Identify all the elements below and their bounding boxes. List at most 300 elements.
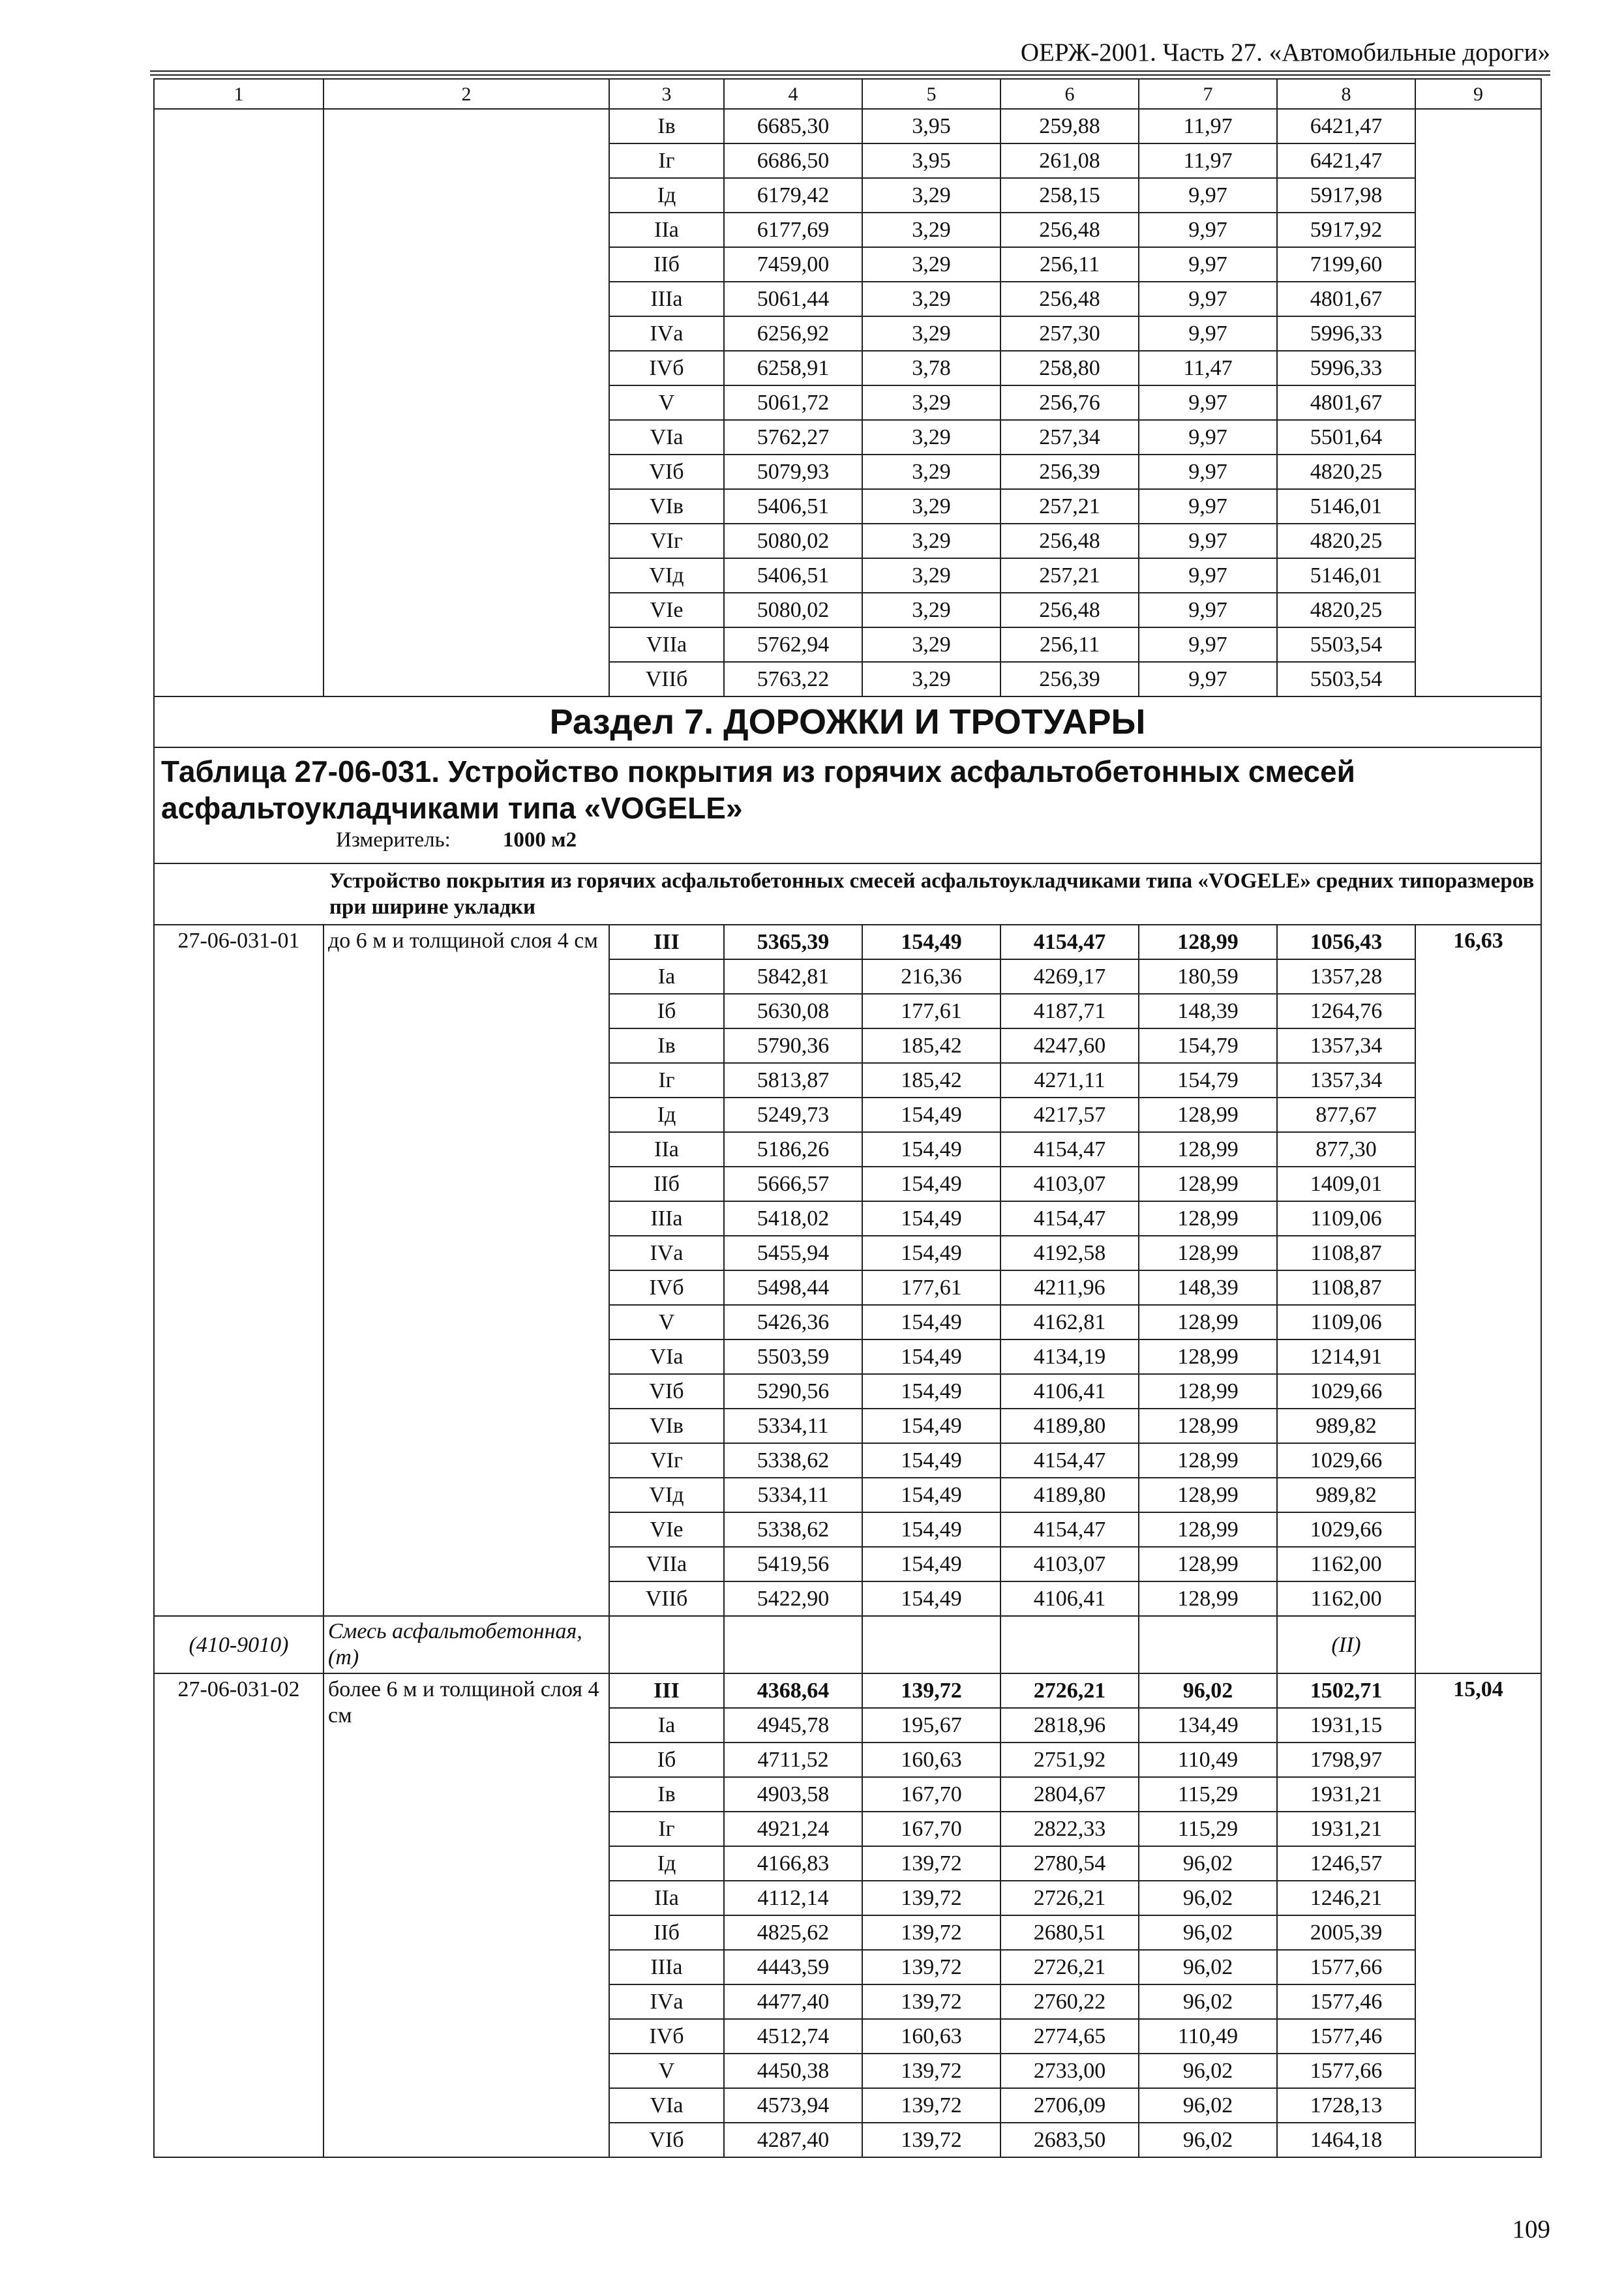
value-col8: 1029,66 — [1277, 1374, 1415, 1409]
value-col5: 154,49 — [862, 1443, 1000, 1478]
value-col7: 9,97 — [1139, 627, 1277, 662]
value-col4: 5762,27 — [724, 420, 862, 455]
zone-cell: VIа — [609, 2088, 724, 2123]
zone-cell: Iб — [609, 1743, 724, 1777]
value-col8: 6421,47 — [1277, 109, 1415, 143]
rates-table — [153, 78, 1542, 2158]
value-col7: 128,99 — [1139, 1478, 1277, 1512]
value-col5: 139,72 — [862, 1984, 1000, 2019]
header-rule-top — [150, 70, 1550, 72]
table-title: Таблица 27-06-031. Устройство покрытия из горячих асфальтобетонных смесей асфальтоукладчиками типа «VOGELE» — [161, 755, 1355, 825]
value-col8: 4801,67 — [1277, 385, 1415, 420]
value-col8: 1162,00 — [1277, 1547, 1415, 1581]
value-col7: 128,99 — [1139, 1132, 1277, 1167]
zone-cell: IIб — [609, 247, 724, 282]
zone-cell: Iг — [609, 143, 724, 178]
entry-description: до 6 м и толщиной слоя 4 см — [323, 925, 609, 1616]
value-col8: 1357,34 — [1277, 1063, 1415, 1098]
value-col4: 5406,51 — [724, 489, 862, 524]
value-col7: 128,99 — [1139, 1443, 1277, 1478]
value-col8: 5146,01 — [1277, 558, 1415, 593]
value-col5: 154,49 — [862, 1547, 1000, 1581]
value-col5: 160,63 — [862, 2019, 1000, 2054]
value-col4: 5061,72 — [724, 385, 862, 420]
value-col8: 877,30 — [1277, 1132, 1415, 1167]
value-col6: 4154,47 — [1000, 1512, 1139, 1547]
value-col6: 4247,60 — [1000, 1028, 1139, 1063]
value-col8: 1577,66 — [1277, 1950, 1415, 1984]
empty-cell — [724, 1616, 862, 1673]
value-col6: 4154,47 — [1000, 1132, 1139, 1167]
value-col6: 259,88 — [1000, 109, 1139, 143]
value-col6: 4269,17 — [1000, 959, 1139, 994]
value-col7: 9,97 — [1139, 524, 1277, 558]
value-col6: 257,30 — [1000, 316, 1139, 351]
value-col4: 4112,14 — [724, 1881, 862, 1915]
empty-cell — [1000, 1616, 1139, 1673]
value-col8: 5503,54 — [1277, 662, 1415, 696]
value-col6: 4192,58 — [1000, 1236, 1139, 1270]
table-title-block — [154, 747, 1541, 863]
subheading: Устройство покрытия из горячих асфальтобетонных смесей асфальтоукладчиками типа «VOGELE» средних типоразмеров при ширине укладки — [154, 863, 1541, 925]
value-col7: 96,02 — [1139, 1846, 1277, 1881]
value-col8: 4820,25 — [1277, 455, 1415, 489]
value-col5: 139,72 — [862, 1846, 1000, 1881]
value-col6: 4154,47 — [1000, 1443, 1139, 1478]
zone-cell: V — [609, 385, 724, 420]
value-col7: 11,97 — [1139, 143, 1277, 178]
zone-cell: VIд — [609, 1478, 724, 1512]
section-title: Раздел 7. ДОРОЖКИ И ТРОТУАРЫ — [154, 696, 1541, 747]
value-col5: 3,95 — [862, 109, 1000, 143]
value-col4: 4287,40 — [724, 2123, 862, 2157]
value-col5: 139,72 — [862, 1881, 1000, 1915]
value-col4: 4512,74 — [724, 2019, 862, 2054]
value-col5: 177,61 — [862, 1270, 1000, 1305]
value-col4: 5061,44 — [724, 282, 862, 316]
value-col7: 128,99 — [1139, 1098, 1277, 1132]
value-col4: 4368,64 — [724, 1673, 862, 1708]
table-row — [154, 1673, 1541, 1708]
value-col7: 9,97 — [1139, 489, 1277, 524]
value-col6: 258,15 — [1000, 178, 1139, 213]
zone-cell: VIг — [609, 1443, 724, 1478]
code-cell — [154, 109, 323, 696]
column-number: 6 — [1000, 79, 1139, 109]
value-col8: 1246,57 — [1277, 1846, 1415, 1881]
zone-cell: V — [609, 2054, 724, 2088]
value-col4: 5422,90 — [724, 1581, 862, 1616]
value-col8: 989,82 — [1277, 1478, 1415, 1512]
column-numbers-row — [154, 79, 1541, 109]
value-col8: 1577,66 — [1277, 2054, 1415, 2088]
value-col7: 9,97 — [1139, 455, 1277, 489]
zone-cell: VIа — [609, 1339, 724, 1374]
value-col8: 4820,25 — [1277, 524, 1415, 558]
value-col8: 5996,33 — [1277, 316, 1415, 351]
zone-cell: IIа — [609, 1132, 724, 1167]
value-col7: 9,97 — [1139, 178, 1277, 213]
value-col8: 1357,28 — [1277, 959, 1415, 994]
value-col5: 139,72 — [862, 2054, 1000, 2088]
value-col4: 5079,93 — [724, 455, 862, 489]
value-col8: 1577,46 — [1277, 1984, 1415, 2019]
value-col6: 2726,21 — [1000, 1881, 1139, 1915]
value-col6: 258,80 — [1000, 351, 1139, 385]
value-col4: 5762,94 — [724, 627, 862, 662]
column-number: 4 — [724, 79, 862, 109]
section-row — [154, 696, 1541, 747]
value-col4: 6685,30 — [724, 109, 862, 143]
value-col8: 4820,25 — [1277, 593, 1415, 627]
value-col5: 154,49 — [862, 1581, 1000, 1616]
value-col4: 5630,08 — [724, 994, 862, 1028]
value-col6: 2760,22 — [1000, 1984, 1139, 2019]
value-col6: 4106,41 — [1000, 1374, 1139, 1409]
value-col7: 9,97 — [1139, 662, 1277, 696]
value-col4: 5842,81 — [724, 959, 862, 994]
value-col5: 3,29 — [862, 489, 1000, 524]
value-col7: 9,97 — [1139, 316, 1277, 351]
value-col5: 3,29 — [862, 213, 1000, 247]
value-col6: 256,11 — [1000, 247, 1139, 282]
zone-cell: IIа — [609, 1881, 724, 1915]
value-col5: 154,49 — [862, 1167, 1000, 1201]
column-number: 8 — [1277, 79, 1415, 109]
value-col5: 167,70 — [862, 1777, 1000, 1812]
value-col5: 154,49 — [862, 1201, 1000, 1236]
zone-cell: IIа — [609, 213, 724, 247]
value-col7: 9,97 — [1139, 593, 1277, 627]
desc-cell — [323, 109, 609, 696]
value-col5: 167,70 — [862, 1812, 1000, 1846]
value-col5: 3,29 — [862, 385, 1000, 420]
value-col4: 5334,11 — [724, 1409, 862, 1443]
value-col5: 3,29 — [862, 627, 1000, 662]
value-col4: 7459,00 — [724, 247, 862, 282]
value-col5: 3,29 — [862, 316, 1000, 351]
value-col6: 2680,51 — [1000, 1915, 1139, 1950]
value-col5: 185,42 — [862, 1063, 1000, 1098]
value-col4: 6686,50 — [724, 143, 862, 178]
value-col7: 128,99 — [1139, 1201, 1277, 1236]
value-col6: 257,21 — [1000, 558, 1139, 593]
value-col6: 4154,47 — [1000, 925, 1139, 959]
zone-cell: III — [609, 925, 724, 959]
value-col7: 11,97 — [1139, 109, 1277, 143]
value-col7: 11,47 — [1139, 351, 1277, 385]
value-col5: 154,49 — [862, 1236, 1000, 1270]
value-col8: 5996,33 — [1277, 351, 1415, 385]
zone-cell: IIб — [609, 1915, 724, 1950]
value-col6: 2751,92 — [1000, 1743, 1139, 1777]
value-col5: 139,72 — [862, 1673, 1000, 1708]
value-col6: 4106,41 — [1000, 1581, 1139, 1616]
zone-cell: IVа — [609, 1984, 724, 2019]
zone-cell: Iа — [609, 959, 724, 994]
value-col6: 257,21 — [1000, 489, 1139, 524]
value-col5: 3,95 — [862, 143, 1000, 178]
value-col6: 2804,67 — [1000, 1777, 1139, 1812]
value-col6: 2822,33 — [1000, 1812, 1139, 1846]
value-col7: 96,02 — [1139, 2123, 1277, 2157]
value-col5: 3,29 — [862, 558, 1000, 593]
value-col5: 154,49 — [862, 1305, 1000, 1339]
entry-code: 27-06-031-02 — [154, 1673, 323, 2157]
entry-labor-value: 16,63 — [1415, 925, 1541, 1673]
value-col6: 256,76 — [1000, 385, 1139, 420]
zone-cell: IIIа — [609, 1950, 724, 1984]
table-title-row — [154, 747, 1541, 863]
value-col7: 115,29 — [1139, 1777, 1277, 1812]
value-col6: 4103,07 — [1000, 1167, 1139, 1201]
value-col8: 1264,76 — [1277, 994, 1415, 1028]
value-col8: 1931,21 — [1277, 1777, 1415, 1812]
value-col5: 139,72 — [862, 1915, 1000, 1950]
zone-cell: IIIа — [609, 1201, 724, 1236]
value-col8: 877,67 — [1277, 1098, 1415, 1132]
value-col8: 7199,60 — [1277, 247, 1415, 282]
value-col5: 154,49 — [862, 1132, 1000, 1167]
running-header: ОЕРЖ-2001. Часть 27. «Автомобильные дороги» — [1020, 38, 1550, 67]
value-col6: 256,11 — [1000, 627, 1139, 662]
value-col6: 2726,21 — [1000, 1673, 1139, 1708]
entry-labor-value: 15,04 — [1415, 1673, 1541, 2157]
zone-cell: V — [609, 1305, 724, 1339]
value-col8: 1728,13 — [1277, 2088, 1415, 2123]
zone-cell: VIд — [609, 558, 724, 593]
value-col6: 4189,80 — [1000, 1409, 1139, 1443]
zone-cell: IVб — [609, 2019, 724, 2054]
value-col8: 5146,01 — [1277, 489, 1415, 524]
value-col8: 1798,97 — [1277, 1743, 1415, 1777]
value-col6: 256,48 — [1000, 593, 1139, 627]
value-col5: 160,63 — [862, 1743, 1000, 1777]
value-col7: 96,02 — [1139, 1950, 1277, 1984]
value-col7: 9,97 — [1139, 247, 1277, 282]
meter-line — [336, 829, 1534, 852]
value-col5: 3,29 — [862, 662, 1000, 696]
value-col5: 3,29 — [862, 282, 1000, 316]
value-col7: 134,49 — [1139, 1708, 1277, 1743]
value-col7: 148,39 — [1139, 994, 1277, 1028]
value-col6: 256,39 — [1000, 455, 1139, 489]
zone-cell: VIв — [609, 489, 724, 524]
value-col7: 9,97 — [1139, 420, 1277, 455]
value-col5: 3,29 — [862, 455, 1000, 489]
value-col7: 9,97 — [1139, 213, 1277, 247]
zone-cell: Iв — [609, 1777, 724, 1812]
value-col5: 139,72 — [862, 2123, 1000, 2157]
value-col4: 5334,11 — [724, 1478, 862, 1512]
value-col8: 1931,15 — [1277, 1708, 1415, 1743]
value-col7: 128,99 — [1139, 1512, 1277, 1547]
zone-cell: Iг — [609, 1063, 724, 1098]
column-number: 7 — [1139, 79, 1277, 109]
value-col5: 154,49 — [862, 1512, 1000, 1547]
value-col7: 128,99 — [1139, 1236, 1277, 1270]
column-number: 5 — [862, 79, 1000, 109]
value-col4: 5338,62 — [724, 1443, 862, 1478]
table-row — [154, 109, 1541, 143]
value-col6: 257,34 — [1000, 420, 1139, 455]
value-col7: 96,02 — [1139, 1881, 1277, 1915]
value-col4: 4945,78 — [724, 1708, 862, 1743]
zone-cell: VIб — [609, 2123, 724, 2157]
value-col4: 5790,36 — [724, 1028, 862, 1063]
value-col6: 2780,54 — [1000, 1846, 1139, 1881]
value-col4: 4166,83 — [724, 1846, 862, 1881]
value-col4: 6256,92 — [724, 316, 862, 351]
value-col5: 177,61 — [862, 994, 1000, 1028]
value-col7: 180,59 — [1139, 959, 1277, 994]
value-col8: 2005,39 — [1277, 1915, 1415, 1950]
value-col4: 5338,62 — [724, 1512, 862, 1547]
material-description: Смесь асфальтобетонная, (т) — [323, 1616, 609, 1673]
entry-description: более 6 м и толщиной слоя 4 см — [323, 1673, 609, 2157]
value-col6: 2774,65 — [1000, 2019, 1139, 2054]
value-col7: 96,02 — [1139, 2054, 1277, 2088]
value-col8: 989,82 — [1277, 1409, 1415, 1443]
value-col6: 4154,47 — [1000, 1201, 1139, 1236]
value-col4: 5249,73 — [724, 1098, 862, 1132]
value-col7: 128,99 — [1139, 1547, 1277, 1581]
value-col8: 5503,54 — [1277, 627, 1415, 662]
value-col4: 5365,39 — [724, 925, 862, 959]
zone-cell: VIе — [609, 1512, 724, 1547]
page-number: 109 — [1512, 2215, 1550, 2243]
zone-cell: IVа — [609, 1236, 724, 1270]
zone-cell: Iд — [609, 1098, 724, 1132]
material-value: (II) — [1277, 1616, 1415, 1673]
zone-cell: VIIб — [609, 1581, 724, 1616]
value-col5: 154,49 — [862, 1339, 1000, 1374]
zone-cell: Iд — [609, 178, 724, 213]
value-col4: 4903,58 — [724, 1777, 862, 1812]
empty-cell — [609, 1616, 724, 1673]
value-col4: 6177,69 — [724, 213, 862, 247]
column-number: 2 — [323, 79, 609, 109]
value-col8: 1109,06 — [1277, 1305, 1415, 1339]
column-number: 3 — [609, 79, 724, 109]
value-col6: 2683,50 — [1000, 2123, 1139, 2157]
value-col5: 3,29 — [862, 247, 1000, 282]
column-number: 1 — [154, 79, 323, 109]
value-col8: 1108,87 — [1277, 1236, 1415, 1270]
value-col4: 6258,91 — [724, 351, 862, 385]
zone-cell: VIIа — [609, 627, 724, 662]
value-col8: 1029,66 — [1277, 1443, 1415, 1478]
value-col6: 4134,19 — [1000, 1339, 1139, 1374]
value-col4: 4921,24 — [724, 1812, 862, 1846]
value-col7: 128,99 — [1139, 1581, 1277, 1616]
value-col7: 115,29 — [1139, 1812, 1277, 1846]
value-col4: 5419,56 — [724, 1547, 862, 1581]
value-col6: 4211,96 — [1000, 1270, 1139, 1305]
value-col7: 110,49 — [1139, 1743, 1277, 1777]
value-col4: 5290,56 — [724, 1374, 862, 1409]
value-col8: 1162,00 — [1277, 1581, 1415, 1616]
zone-cell: IVб — [609, 1270, 724, 1305]
value-col4: 4443,59 — [724, 1950, 862, 1984]
value-col4: 5763,22 — [724, 662, 862, 696]
value-col4: 5666,57 — [724, 1167, 862, 1201]
value-col7: 128,99 — [1139, 1167, 1277, 1201]
value-col8: 1931,21 — [1277, 1812, 1415, 1846]
value-col5: 3,29 — [862, 524, 1000, 558]
value-col4: 5186,26 — [724, 1132, 862, 1167]
value-col6: 2818,96 — [1000, 1708, 1139, 1743]
value-col4: 4825,62 — [724, 1915, 862, 1950]
value-col7: 148,39 — [1139, 1270, 1277, 1305]
value-col8: 4801,67 — [1277, 282, 1415, 316]
value-col4: 4573,94 — [724, 2088, 862, 2123]
value-col4: 5406,51 — [724, 558, 862, 593]
value-col5: 139,72 — [862, 1950, 1000, 1984]
header-rule-bottom — [150, 74, 1550, 76]
value-col8: 1577,46 — [1277, 2019, 1415, 2054]
value-col8: 6421,47 — [1277, 143, 1415, 178]
zone-cell: VIб — [609, 455, 724, 489]
value-col7: 154,79 — [1139, 1028, 1277, 1063]
value-col6: 261,08 — [1000, 143, 1139, 178]
table-row — [154, 925, 1541, 959]
value-col7: 96,02 — [1139, 1915, 1277, 1950]
empty-cell — [862, 1616, 1000, 1673]
empty-cell — [1139, 1616, 1277, 1673]
zone-cell: VIе — [609, 593, 724, 627]
value-col6: 4217,57 — [1000, 1098, 1139, 1132]
zone-cell: Iв — [609, 1028, 724, 1063]
value-col4: 5426,36 — [724, 1305, 862, 1339]
last-col-cell — [1415, 109, 1541, 696]
value-col7: 128,99 — [1139, 1305, 1277, 1339]
value-col5: 185,42 — [862, 1028, 1000, 1063]
value-col5: 216,36 — [862, 959, 1000, 994]
value-col8: 1357,34 — [1277, 1028, 1415, 1063]
value-col4: 4711,52 — [724, 1743, 862, 1777]
value-col4: 5498,44 — [724, 1270, 862, 1305]
zone-cell: Iв — [609, 109, 724, 143]
value-col4: 5080,02 — [724, 524, 862, 558]
value-col5: 3,78 — [862, 351, 1000, 385]
value-col8: 1056,43 — [1277, 925, 1415, 959]
value-col8: 1214,91 — [1277, 1339, 1415, 1374]
zone-cell: IIIа — [609, 282, 724, 316]
zone-cell: IIб — [609, 1167, 724, 1201]
value-col8: 1409,01 — [1277, 1167, 1415, 1201]
value-col5: 139,72 — [862, 2088, 1000, 2123]
value-col6: 2733,00 — [1000, 2054, 1139, 2088]
value-col4: 5418,02 — [724, 1201, 862, 1236]
value-col7: 128,99 — [1139, 925, 1277, 959]
value-col4: 5080,02 — [724, 593, 862, 627]
value-col7: 96,02 — [1139, 1673, 1277, 1708]
value-col4: 4450,38 — [724, 2054, 862, 2088]
value-col6: 256,48 — [1000, 282, 1139, 316]
value-col5: 154,49 — [862, 1478, 1000, 1512]
value-col7: 96,02 — [1139, 2088, 1277, 2123]
value-col4: 4477,40 — [724, 1984, 862, 2019]
value-col4: 5503,59 — [724, 1339, 862, 1374]
material-row — [154, 1616, 1541, 1673]
zone-cell: VIIа — [609, 1547, 724, 1581]
value-col7: 128,99 — [1139, 1339, 1277, 1374]
value-col6: 256,48 — [1000, 213, 1139, 247]
value-col7: 128,99 — [1139, 1409, 1277, 1443]
value-col4: 6179,42 — [724, 178, 862, 213]
zone-cell: IVа — [609, 316, 724, 351]
